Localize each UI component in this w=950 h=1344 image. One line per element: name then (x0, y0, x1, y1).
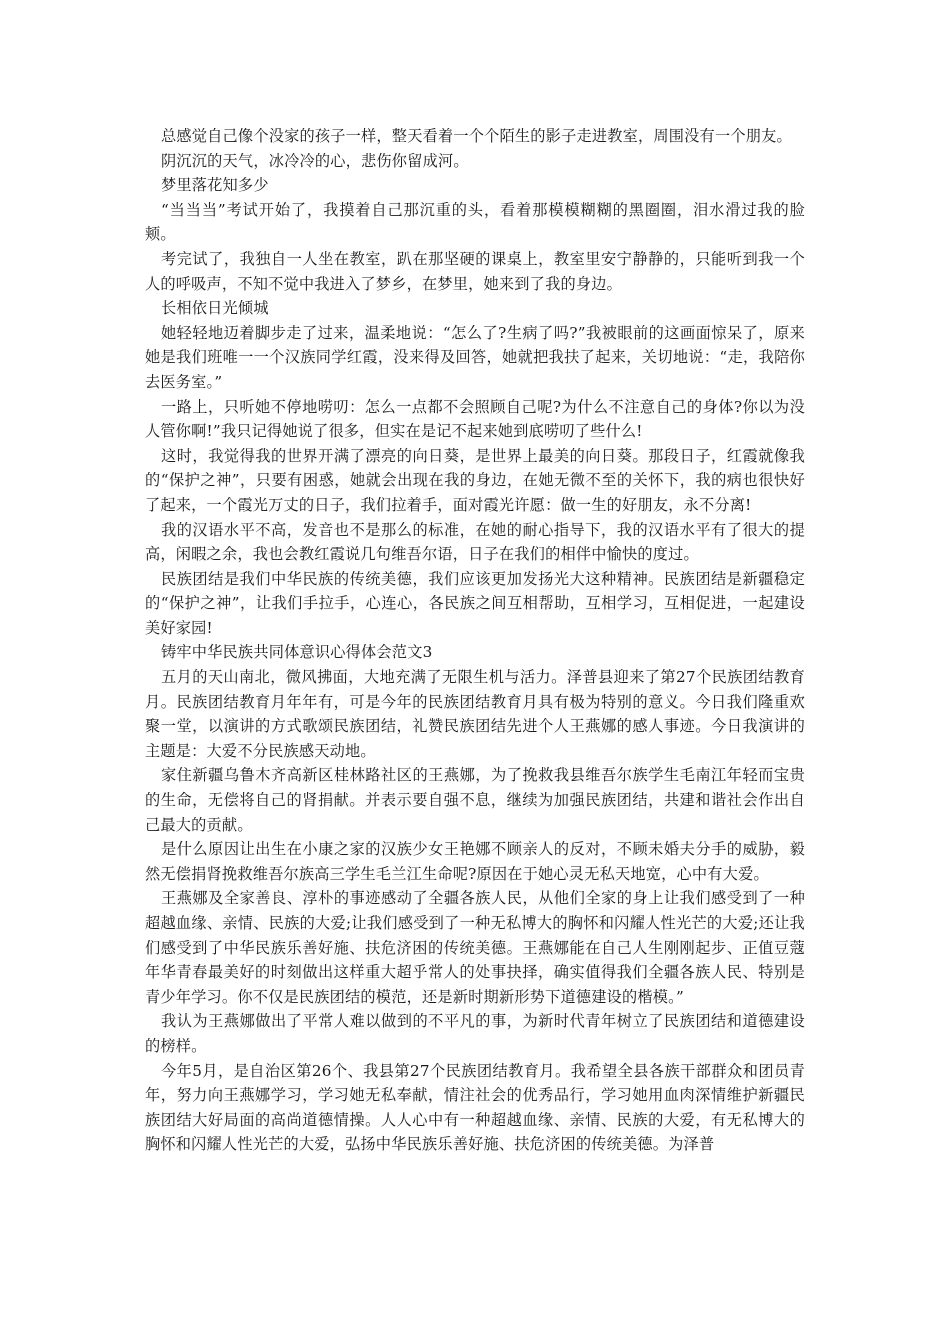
paragraph: 是什么原因让出生在小康之家的汉族少女王艳娜不顾亲人的反对，不顾未婚夫分手的威胁，毅然无偿捐肾挽救维吾尔族高三学生毛兰江生命呢?原因在于她心灵无私天地宽，心中有大爱。 (145, 840, 805, 883)
paragraph: 一路上，只听她不停地唠叨：怎么一点都不会照顾自己呢?为什么不注意自己的身体?你以为没人管你啊!”我只记得她说了很多，但实在是记不起来她到底唠叨了些什么! (145, 397, 805, 441)
paragraph: 总感觉自己像个没家的孩子一样，整天看着一个个陌生的影子走进教室，周围没有一个朋友。 (161, 127, 792, 145)
document-body (145, 124, 805, 1157)
paragraph: “当当当”考试开始了，我摸着自己那沉重的头，看着那模模糊糊的黑圈圈，泪水滑过我的脸颊。 (145, 200, 805, 244)
paragraph: 阴沉沉的天气，冰冷冷的心，悲伤你留成河。 (161, 151, 469, 170)
paragraph: 家住新疆乌鲁木齐高新区桂林路社区的王燕娜，为了挽救我县维吾尔族学生毛南江年轻而宝贵的生命，无偿将自己的肾捐献。并表示要自强不息，继续为加强民族团结，共建和谐社会作出自己最大的贡献。 (145, 766, 805, 834)
section-heading: 梦里落花知多少 (161, 176, 269, 195)
paragraph: 我的汉语水平不高，发音也不是那么的标准，在她的耐心指导下，我的汉语水平有了很大的提高，闲暇之余，我也会教红霞说几句维吾尔语，日子在我们的相伴中愉快的度过。 (145, 520, 805, 564)
section-heading: 铸牢中华民族共同体意识心得体会范文3 (161, 643, 433, 662)
paragraph: 五月的天山南北，微风拂面，大地充满了无限生机与活力。泽普县迎来了第27个民族团结教育月。民族团结教育月年年有，可是今年的民族团结教育月具有极为特别的意义。今日我们隆重欢聚一堂，以演讲的方式歌颂民族团结，礼赞民族团结先进个人王燕娜的感人事迹。今日我演讲的主题是：大爱不分民族感天动地。 (145, 668, 805, 760)
paragraph: 王燕娜及全家善良、淳朴的事迹感动了全疆各族人民，从他们全家的身上让我们感受到了一种超越血缘、亲情、民族的大爱;让我们感受到了一种无私博大的胸怀和闪耀人性光芒的大爱;还让我们感受到了中华民族乐善好施、扶危济困的传统美德。王燕娜能在自己人生刚刚起步、正值豆蔻年华青春最美好的时刻做出这样重大超乎常人的处事抉择，确实值得我们全疆各族人民、特别是青少年学习。你不仅是民族团结的模范，还是新时期新形势下道德建设的楷模。” (145, 889, 805, 1006)
paragraph: 她轻轻地迈着脚步走了过来，温柔地说：“怎么了?生病了吗?”我被眼前的这画面惊呆了，原来她是我们班唯一一个汉族同学红霞，没来得及回答，她就把我扶了起来，关切地说：“走，我陪你去医务室。” (145, 323, 805, 391)
section-heading: 长相依日光倾城 (161, 299, 269, 318)
paragraph: 民族团结是我们中华民族的传统美德，我们应该更加发扬光大这种精神。民族团结是新疆稳定的“保护之神”，让我们手拉手，心连心，各民族之间互相帮助，互相学习，互相促进，一起建设美好家园! (145, 569, 805, 637)
paragraph: 考完试了，我独自一人坐在教室，趴在那坚硬的课桌上，教室里安宁静静的，只能听到我一个人的呼吸声，不知不觉中我进入了梦乡，在梦里，她来到了我的身边。 (145, 249, 805, 293)
paragraph: 我认为王燕娜做出了平常人难以做到的不平凡的事，为新时代青年树立了民族团结和道德建设的榜样。 (145, 1012, 805, 1055)
paragraph: 今年5月，是自治区第26个、我县第27个民族团结教育月。我希望全县各族干部群众和团员青年，努力向王燕娜学习，学习她无私奉献，情注社会的优秀品行，学习她用血肉深情维护新疆民族团结大好局面的高尚道德情操。人人心中有一种超越血缘、亲情、民族的大爱，有无私博大的胸怀和闪耀人性光芒的大爱，弘扬中华民族乐善好施、扶危济困的传统美德。为泽普 (145, 1061, 805, 1154)
paragraph: 这时，我觉得我的世界开满了漂亮的向日葵，是世界上最美的向日葵。那段日子，红霞就像我的“保护之神”，只要有困惑，她就会出现在我的身边，在她无微不至的关怀下，我的病也很快好了起来，一个霞光万丈的日子，我们拉着手，面对霞光许愿：做一生的好朋友，永不分离! (145, 446, 805, 514)
